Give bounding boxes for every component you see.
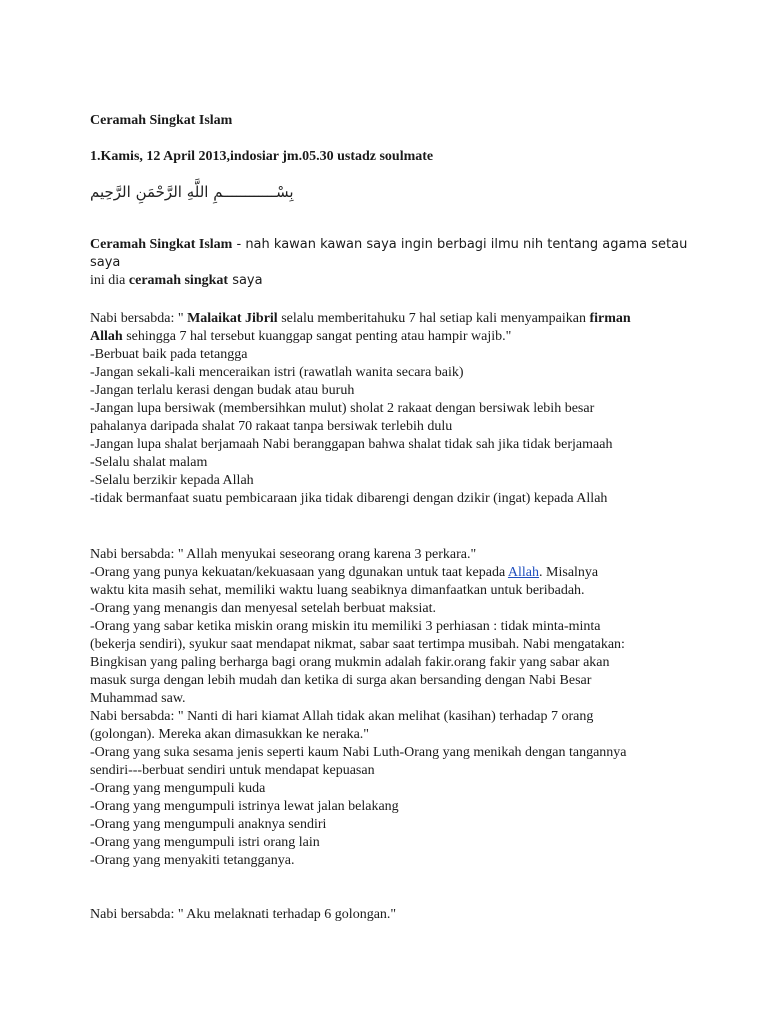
intro-bold-ceramah: ceramah singkat — [128, 273, 229, 288]
intro-paragraph — [90, 236, 690, 290]
hadith-2-line: -Orang yang suka sesama jenis seperti kaum Nabi Luth-Orang yang menikah dengan tangannya — [90, 745, 627, 760]
hadith-1-item: -Selalu berzikir kepada Allah — [90, 473, 254, 488]
hadith-1-section — [90, 310, 690, 508]
hadith-1-item: -tidak bermanfaat suatu pembicaraan jika tidak dibarengi dengan dzikir (ingat) kepada Allah — [90, 491, 608, 506]
intro-text-3: ini dia — [90, 273, 129, 288]
hadith-2-line: waktu kita masih sehat, memiliki waktu luang seabiknya dimanfaatkan untuk beribadah. — [90, 583, 585, 598]
intro-line-1 — [90, 236, 690, 254]
hadith-3-section — [90, 906, 690, 924]
hadith-2-line: -Orang yang mengumpuli kuda — [90, 781, 266, 796]
hadith-2-line: Nabi bersabda: " Nanti di hari kiamat Allah tidak akan melihat (kasihan) terhadap 7 orang — [90, 709, 594, 724]
hadith-1-item: -Jangan lupa bersiwak (membersihkan mulut) sholat 2 rakaat dengan bersiwak lebih besar — [90, 401, 595, 416]
intro-line-2: saya — [90, 255, 121, 270]
hadith-2-line: (bekerja sendiri), syukur saat mendapat nikmat, sabar saat tertimpa musibah. Nabi mengatakan: — [90, 637, 625, 652]
intro-text-1: - nah kawan kawan saya ingin berbagi ilmu nih tentang agama setau — [232, 237, 688, 252]
hadith-2-line: masuk surga dengan lebih mudah dan ketika di surga akan bersanding dengan Nabi Besar — [90, 673, 592, 688]
hadith-2-line: Muhammad saw. — [90, 691, 186, 706]
hadith-2-line: -Orang yang sabar ketika miskin orang miskin itu memiliki 3 perhiasan : tidak minta-minta — [90, 619, 601, 634]
hadith-1-line-2 — [90, 328, 690, 346]
hadith-2-line-1: Nabi bersabda: " Allah menyukai seseorang orang karena 3 perkara." — [90, 547, 477, 562]
hadith-1-text-a: Nabi bersabda: " — [90, 311, 188, 326]
hadith-2-line: -Orang yang menyakiti tetangganya. — [90, 853, 295, 868]
hadith-1-bold-allah: Allah — [90, 329, 123, 344]
hadith-1-item: -Selalu shalat malam — [90, 455, 208, 470]
hadith-2-line: -Orang yang menangis dan menyesal setelah berbuat maksiat. — [90, 601, 436, 616]
intro-line-3 — [90, 272, 690, 290]
hadith-2-text-a: -Orang yang punya kekuatan/kekuasaan yang dgunakan untuk taat kepada — [90, 565, 508, 580]
hadith-2-line: (golongan). Mereka akan dimasukkan ke neraka." — [90, 727, 369, 742]
hadith-1-item: -Berbuat baik pada tetangga — [90, 347, 248, 362]
document-page — [90, 112, 690, 924]
hadith-2-text-b: . Misalnya — [539, 565, 599, 580]
intro-text-4: saya — [228, 273, 263, 288]
hadith-1-item: pahalanya daripada shalat 70 rakaat tanpa bersiwak terlebih dulu — [90, 419, 453, 434]
hadith-2-section — [90, 546, 690, 870]
hadith-1-line-1 — [90, 310, 690, 328]
document-subtitle: 1.Kamis, 12 April 2013,indosiar jm.05.30 ustadz soulmate — [90, 149, 434, 164]
hadith-1-item: -Jangan sekali-kali menceraikan istri (rawatlah wanita secara baik) — [90, 365, 464, 380]
intro-bold-title: Ceramah Singkat Islam — [90, 237, 233, 252]
bismillah-text: بِسْــــــــــــمِ اللَّهِ الرَّحْمَنِ الرَّحِيم — [90, 183, 294, 201]
hadith-2-line-2 — [90, 564, 690, 582]
hadith-2-line: -Orang yang mengumpuli anaknya sendiri — [90, 817, 327, 832]
hadith-2-line: -Orang yang mengumpuli istri orang lain — [90, 835, 320, 850]
document-title: Ceramah Singkat Islam — [90, 113, 233, 128]
hadith-2-line: -Orang yang mengumpuli istrinya lewat jalan belakang — [90, 799, 399, 814]
hadith-2-line: sendiri---berbuat sendiri untuk mendapat kepuasan — [90, 763, 375, 778]
hadith-2-line: Bingkisan yang paling berharga bagi orang mukmin adalah fakir.orang fakir yang sabar akan — [90, 655, 610, 670]
hadith-1-text-b: sehingga 7 hal tersebut kuanggap sangat penting atau hampir wajib." — [122, 329, 512, 344]
hadith-1-bold-firman: firman — [589, 311, 631, 326]
hadith-3-line-1: Nabi bersabda: " Aku melaknati terhadap 6 golongan." — [90, 907, 397, 922]
hadith-1-item: -Jangan terlalu kerasi dengan budak atau buruh — [90, 383, 355, 398]
allah-link[interactable]: Allah — [507, 565, 540, 580]
hadith-1-text-c: selalu memberitahuku 7 hal setiap kali menyampaikan — [277, 311, 590, 326]
hadith-1-item: -Jangan lupa shalat berjamaah Nabi beranggapan bahwa shalat tidak sah jika tidak berjamaah — [90, 437, 613, 452]
hadith-1-bold-jibril: Malaikat Jibril — [187, 311, 278, 326]
